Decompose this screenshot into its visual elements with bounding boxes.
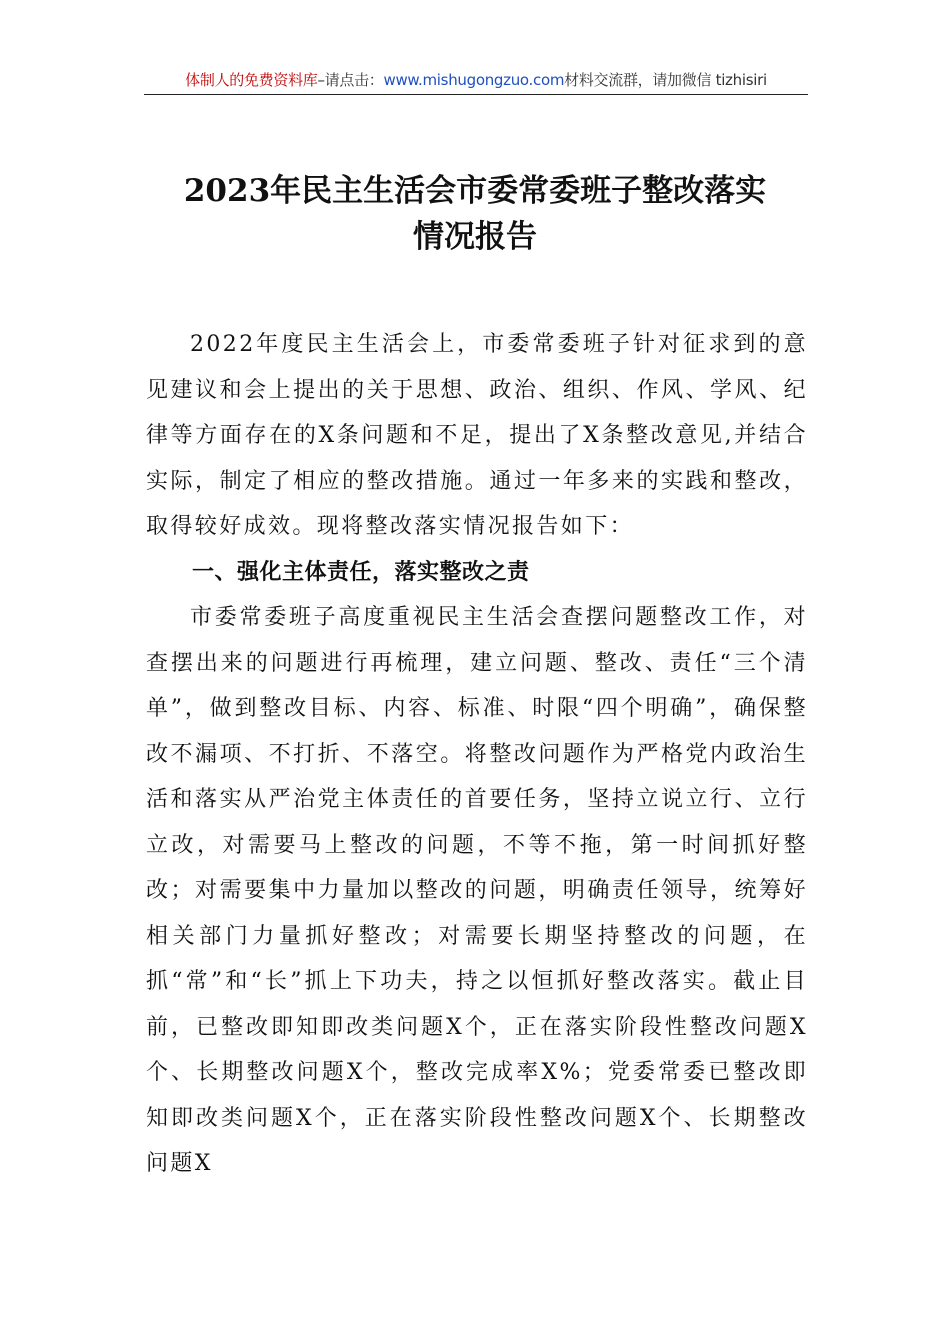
page-header xyxy=(144,66,808,95)
intro-paragraph: 2022年度民主生活会上，市委常委班子针对征求到的意见建议和会上提出的关于思想、政治、组织、作风、学风、纪律等方面存在的X条问题和不足，提出了X条整改意见,并结合实际，制定了相应的整改措施。通过一年多来的实践和整改，取得较好成效。现将整改落实情况报告如下： xyxy=(146,332,808,539)
section-1-paragraph: 市委常委班子高度重视民主生活会查摆问题整改工作，对查摆出来的问题进行再梳理，建立问题、整改、责任“三个清单”，做到整改目标、内容、标准、时限“四个明确”，确保整改不漏项、不打折、不落空。将整改问题作为严格党内政治生活和落实从严治党主体责任的首要任务，坚持立说立行、立行立改，对需要马上整改的问题，不等不拖，第一时间抓好整改；对需要集中力量加以整改的问题，明确责任领导，统筹好相关部门力量抓好整改；对需要长期坚持整改的问题，在抓“常”和“长”抓上下功夫，持之以恒抓好整改落实。截止目前，已整改即知即改类问题X个，正在落实阶段性整改问题X个、长期整改问题X个，整改完成率X%；党委常委已整改即知即改类问题X个，正在落实阶段性整改问题X个、长期整改问题X xyxy=(146,605,808,1176)
section-1-heading: 一、强化主体责任，落实整改之责 xyxy=(192,559,530,585)
title-line-1: 2023年民主生活会市委常委班子整改落实 xyxy=(183,173,767,209)
document-title xyxy=(120,168,830,260)
header-separator: –请点击： xyxy=(317,71,384,89)
header-contact-note: 材料交流群，请加微信 tizhisiri xyxy=(564,71,767,89)
header-brand: 体制人的免费资料库 xyxy=(185,71,318,89)
document-body xyxy=(146,322,808,1187)
header-website-link[interactable]: www.mishugongzuo.com xyxy=(383,71,565,89)
title-line-2: 情况报告 xyxy=(413,219,537,255)
